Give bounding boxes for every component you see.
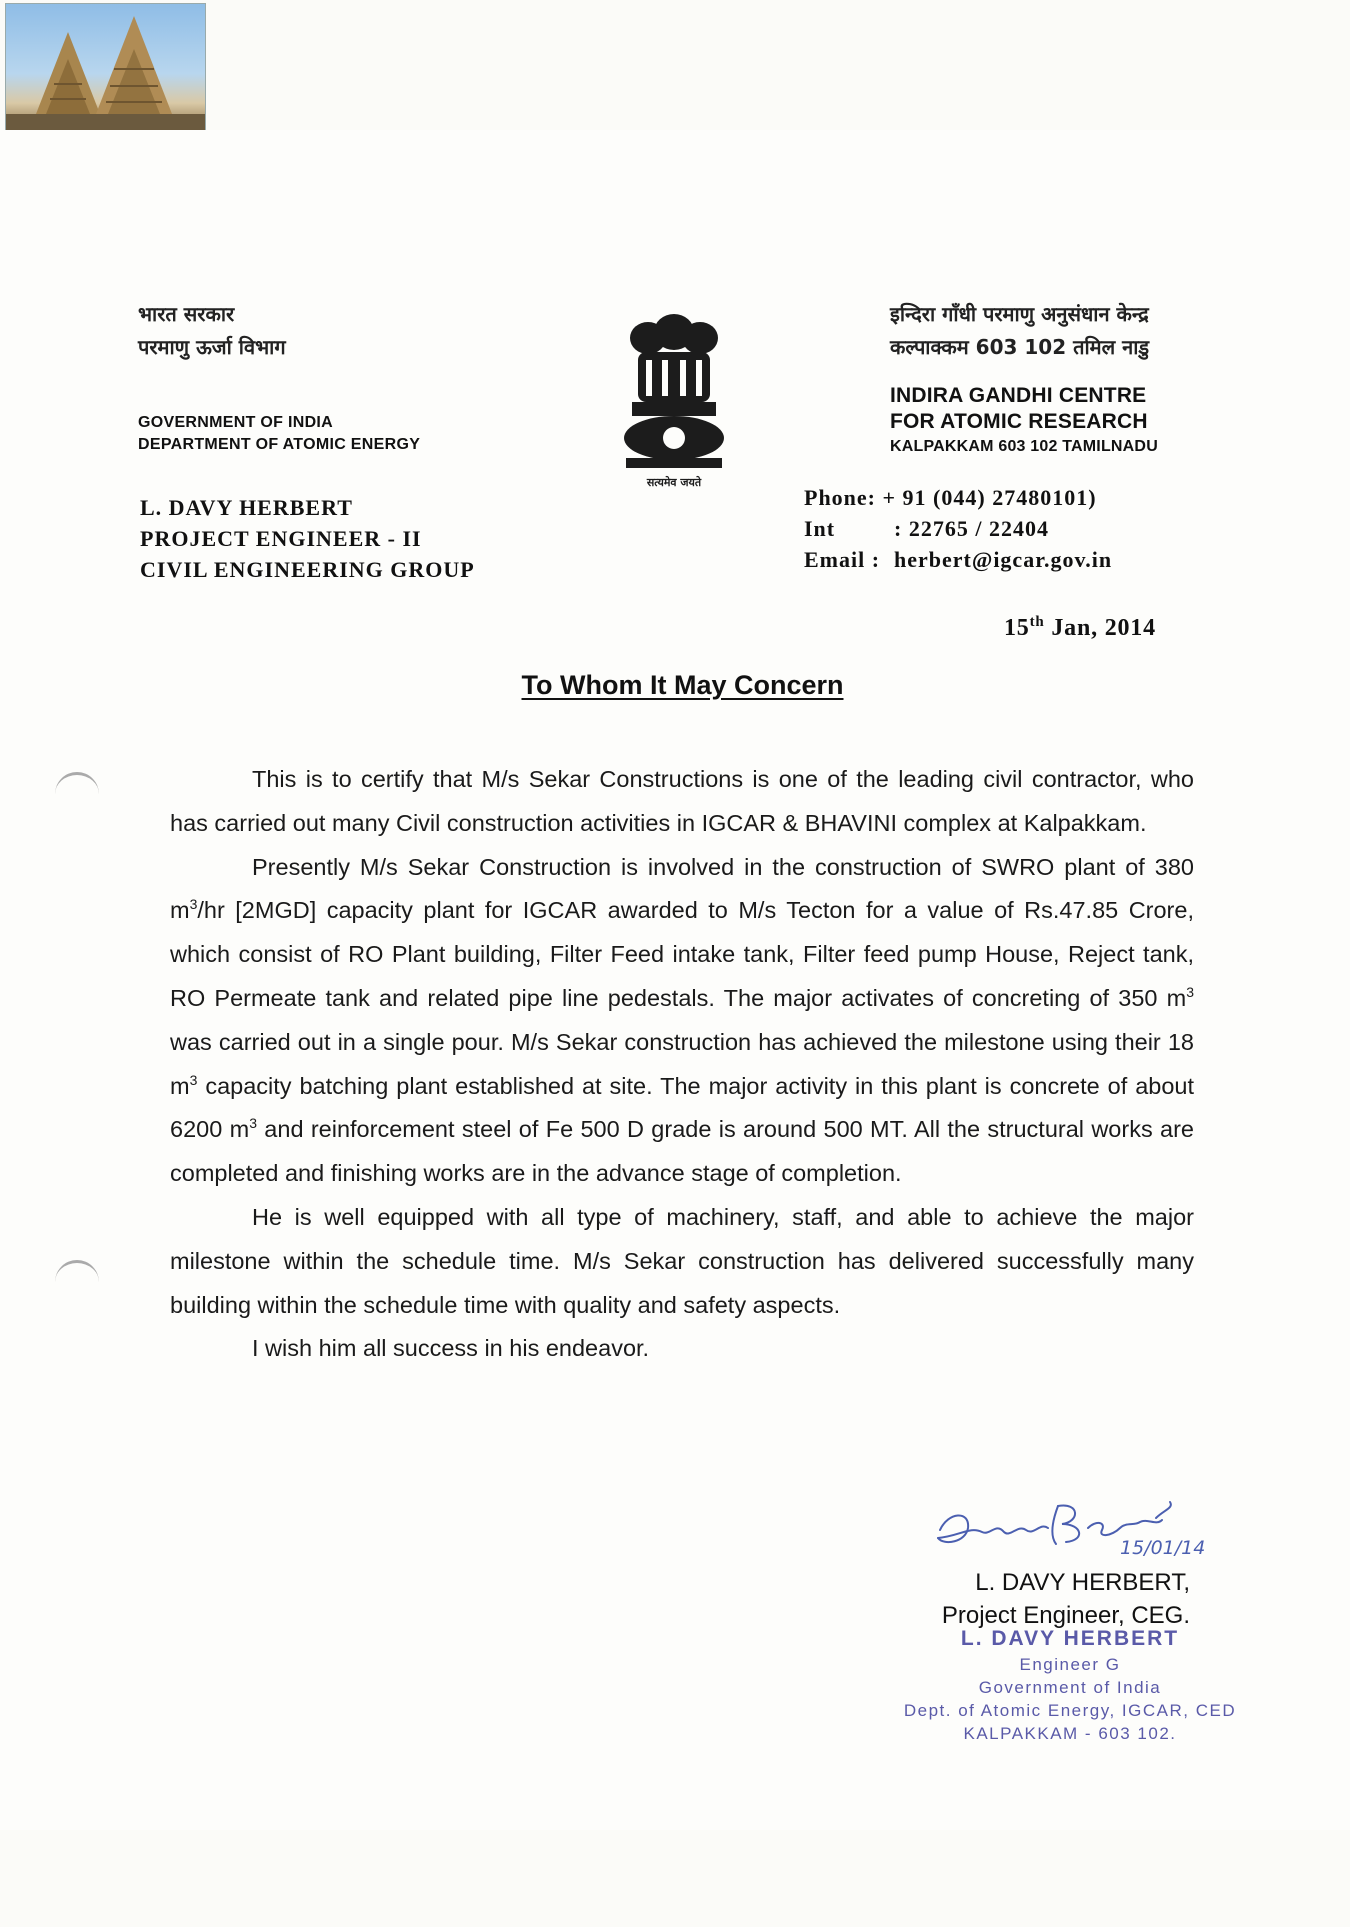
sender-name: L. DAVY HERBERT bbox=[140, 495, 353, 520]
int-number: : 22765 / 22404 bbox=[894, 516, 1049, 541]
sender-block bbox=[140, 492, 475, 585]
institution-heading bbox=[890, 383, 1158, 459]
temple-photo bbox=[5, 3, 206, 132]
sender-group: CIVIL ENGINEERING GROUP bbox=[140, 557, 475, 582]
stamp-line: Engineer G bbox=[1019, 1655, 1121, 1674]
email-line bbox=[804, 544, 1112, 575]
subject-text: To Whom It May Concern bbox=[521, 670, 844, 700]
institution-line: FOR ATOMIC RESEARCH bbox=[890, 410, 1148, 433]
stamp-line: KALPAKKAM - 603 102. bbox=[963, 1724, 1177, 1743]
text-run: was carried out in a single pour. M/s Sekar construction has achieved the milestone using their 18 m bbox=[170, 1028, 1194, 1099]
hindi-line: परमाणु ऊर्जा विभाग bbox=[138, 335, 286, 359]
text-run: Presently M/s Sekar Construction is involved in the construction of SWRO plant of 380 m bbox=[170, 853, 1194, 924]
int-line bbox=[804, 513, 1112, 544]
hindi-line: कल्पाक्कम 603 102 तमिल नाडु bbox=[890, 335, 1150, 359]
institution-address: KALPAKKAM 603 102 TAMILNADU bbox=[890, 438, 1158, 455]
hindi-igcar-heading bbox=[890, 298, 1149, 364]
letter-body bbox=[170, 758, 1194, 1371]
subject-line bbox=[0, 670, 1350, 701]
signatory-name: L. DAVY HERBERT, bbox=[975, 1569, 1190, 1596]
phone-number: + 91 (044) 27480101) bbox=[882, 485, 1097, 510]
text-run: capacity batching plant established at site. The major activity in this plant is concrete of about 6200 m bbox=[170, 1072, 1194, 1143]
phone-label: Phone: bbox=[804, 485, 876, 510]
date-day: 15 bbox=[1004, 615, 1030, 641]
contact-block bbox=[804, 482, 1112, 575]
temple-illustration bbox=[6, 4, 205, 131]
stamp-line: Dept. of Atomic Energy, IGCAR, CED bbox=[903, 1701, 1237, 1720]
hindi-line: भारत सरकार bbox=[138, 302, 235, 326]
handwritten-signature bbox=[930, 1492, 1220, 1562]
svg-text:15/01/14: 15/01/14 bbox=[1120, 1537, 1206, 1559]
superscript: 3 bbox=[249, 1115, 257, 1132]
superscript: 3 bbox=[189, 1071, 198, 1088]
hindi-govt-heading bbox=[138, 298, 286, 364]
text-run: and reinforcement steel of Fe 500 D grade is around 500 MT. All the structural works are completed and finishing works are in the advance stage of completion. bbox=[170, 1116, 1194, 1187]
email-address: herbert@igcar.gov.in bbox=[894, 547, 1113, 572]
date-suffix: th bbox=[1029, 614, 1045, 630]
stamp-name: L. DAVY HERBERT bbox=[960, 1627, 1180, 1650]
govt-heading bbox=[138, 412, 420, 456]
superscript: 3 bbox=[189, 896, 198, 913]
emblem-motto: सत्यमेव जयते bbox=[646, 476, 702, 489]
stamp-line: Government of India bbox=[978, 1678, 1162, 1697]
institution-line: INDIRA GANDHI CENTRE bbox=[890, 384, 1147, 407]
paragraph-4: I wish him all success in his endeavor. bbox=[252, 1335, 650, 1362]
govt-line: GOVERNMENT OF INDIA bbox=[138, 414, 334, 431]
signature-block bbox=[942, 1566, 1190, 1632]
int-label: Int bbox=[804, 516, 836, 541]
paragraph-1: This is to certify that M/s Sekar Constructions is one of the leading civil contractor, who has carried out many Civil construction activities in IGCAR & BHAVINI complex at Kalpakkam. bbox=[170, 766, 1194, 836]
paragraph-2 bbox=[170, 846, 1194, 1196]
hindi-line: इन्दिरा गाँधी परमाणु अनुसंधान केन्द्र bbox=[890, 302, 1149, 326]
sender-designation: PROJECT ENGINEER - II bbox=[140, 526, 422, 551]
paragraph-3: He is well equipped with all type of machinery, staff, and able to achieve the major milestone within the schedule time. M/s Sekar construction has delivered successfully many building within the schedule time with quality and safety aspects. bbox=[170, 1203, 1194, 1318]
signatory-title: Project Engineer, CEG. bbox=[941, 1602, 1190, 1629]
superscript: 3 bbox=[1186, 984, 1194, 1001]
email-label: Email : bbox=[804, 547, 881, 572]
phone-line bbox=[804, 482, 1112, 513]
text-run: /hr [2MGD] capacity plant for IGCAR awarded to M/s Tecton for a value of Rs.47.85 Crore, which consist of RO Plant building, Filter Feed intake tank, Filter feed pump House, Reject tank, RO Permeate tank and related pipe line pedestals. The major activates of concreting of 350 m bbox=[170, 897, 1194, 1011]
national-emblem-icon bbox=[612, 310, 736, 490]
official-stamp bbox=[870, 1625, 1270, 1745]
date-month-year: Jan, 2014 bbox=[1051, 615, 1156, 641]
dept-line: DEPARTMENT OF ATOMIC ENERGY bbox=[138, 436, 421, 453]
letter-date bbox=[1004, 614, 1156, 642]
